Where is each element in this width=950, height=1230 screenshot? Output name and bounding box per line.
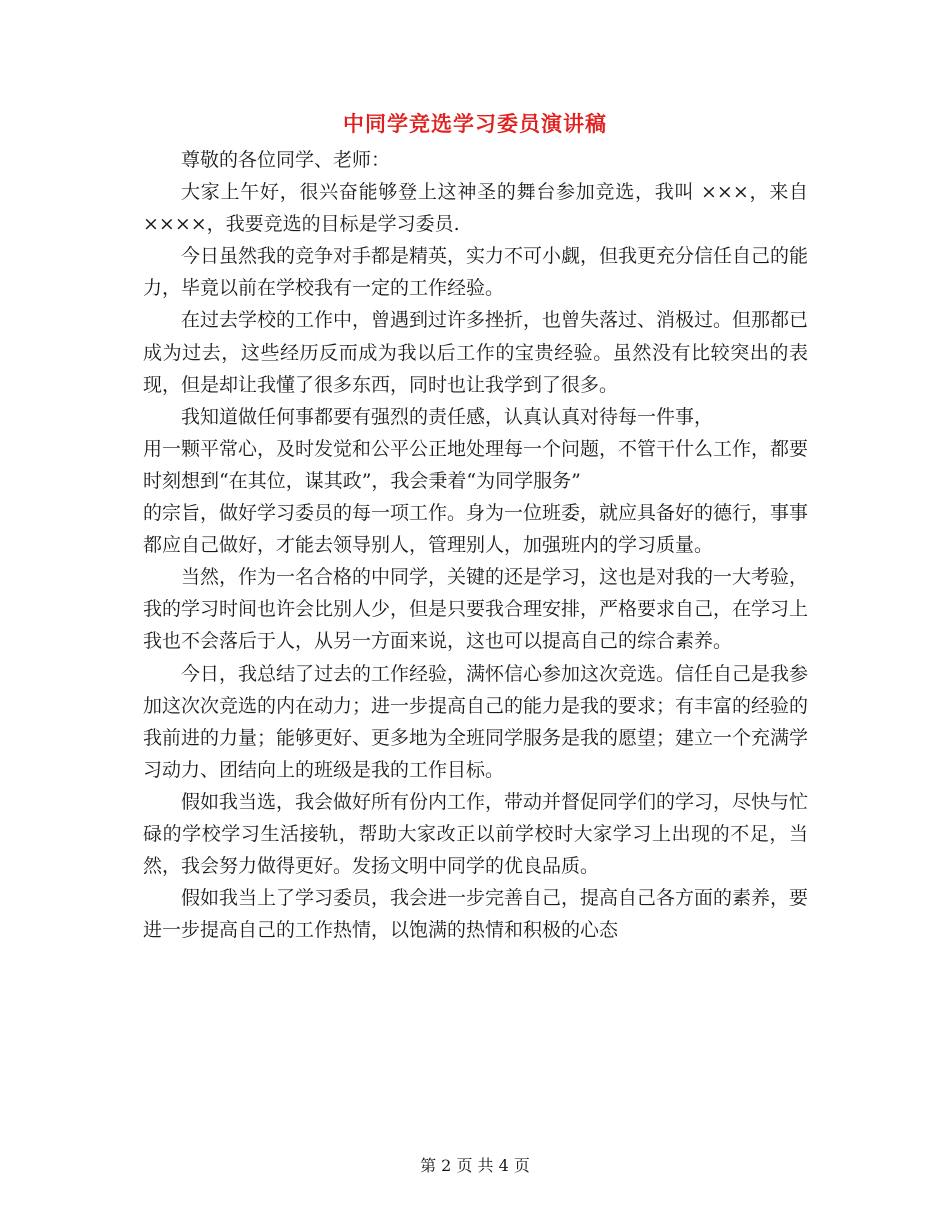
- paragraph-summary: 今日，我总结了过去的工作经验，满怀信心参加这次竞选。信任自己是我参加这次次竞选的内在动力；进一步提高自己的能力是我的要求；有丰富的经验的我前进的力量；能够更好、更多地为全班同学服务是我的愿望；建立一个充满学习动力、团结向上的班级是我的工作目标。: [143, 662, 809, 781]
- paragraph-if-elected: 假如我当选，我会做好所有份内工作，带动并督促同学们的学习，尽快与忙碌的学校学习生活接轨，帮助大家改正以前学校时大家学习上出现的不足，当然，我会努力做得更好。发扬文明中同学的优良品质。: [143, 790, 809, 878]
- paragraph-improvement: 假如我当上了学习委员，我会进一步完善自己，提高自己各方面的素养，要进一步提高自己的工作热情，以饱满的热情和积极的心态: [143, 887, 809, 942]
- paragraph-confidence: 今日虽然我的竞争对手都是精英，实力不可小觑，但我更充分信任自己的能力，毕竟以前在学校我有一定的工作经验。: [143, 245, 809, 300]
- paragraph-responsibility: 我知道做任何事都要有强烈的责任感，认真认真对待每一件事， 用一颗平常心，及时发觉和公平公正地处理每一个问题，不管干什么工作，都要时刻想到“在其位，谋其政”，我会秉着“为同学服务” 的宗旨，做好学习委员的每一项工作。身为一位班委，就应具备好的德行，事事都应自己做好，才能去领导别人，管理别人，加强班内的学习质量。: [143, 405, 809, 557]
- document-body: [143, 144, 808, 946]
- paragraph-greeting: 大家上午好，很兴奋能够登上这神圣的舞台参加竞选，我叫 ×××，来自××××，我要竞选的目标是学习委员.: [143, 181, 808, 236]
- paragraph-past-experience: 在过去学校的工作中，曾遇到过许多挫折，也曾失落过、消极过。但那都已成为过去，这些经历反而成为我以后工作的宝贵经验。虽然没有比较突出的表现，但是却让我懂了很多东西，同时也让我学到了很多。: [143, 309, 809, 396]
- document-title: 中同学竞选学习委员演讲稿: [343, 111, 607, 136]
- page-footer: 第 2 页 共 4 页: [420, 1156, 530, 1175]
- paragraph-salutation: 尊敬的各位同学、老师：: [181, 149, 391, 171]
- paragraph-study: 当然，作为一名合格的中同学，关键的还是学习，这也是对我的一大考验，我的学习时间也许会比别人少，但是只要我合理安排，严格要求自己，在学习上我也不会落后于人，从另一方面来说，这也可以提高自己的综合素养。: [143, 566, 809, 653]
